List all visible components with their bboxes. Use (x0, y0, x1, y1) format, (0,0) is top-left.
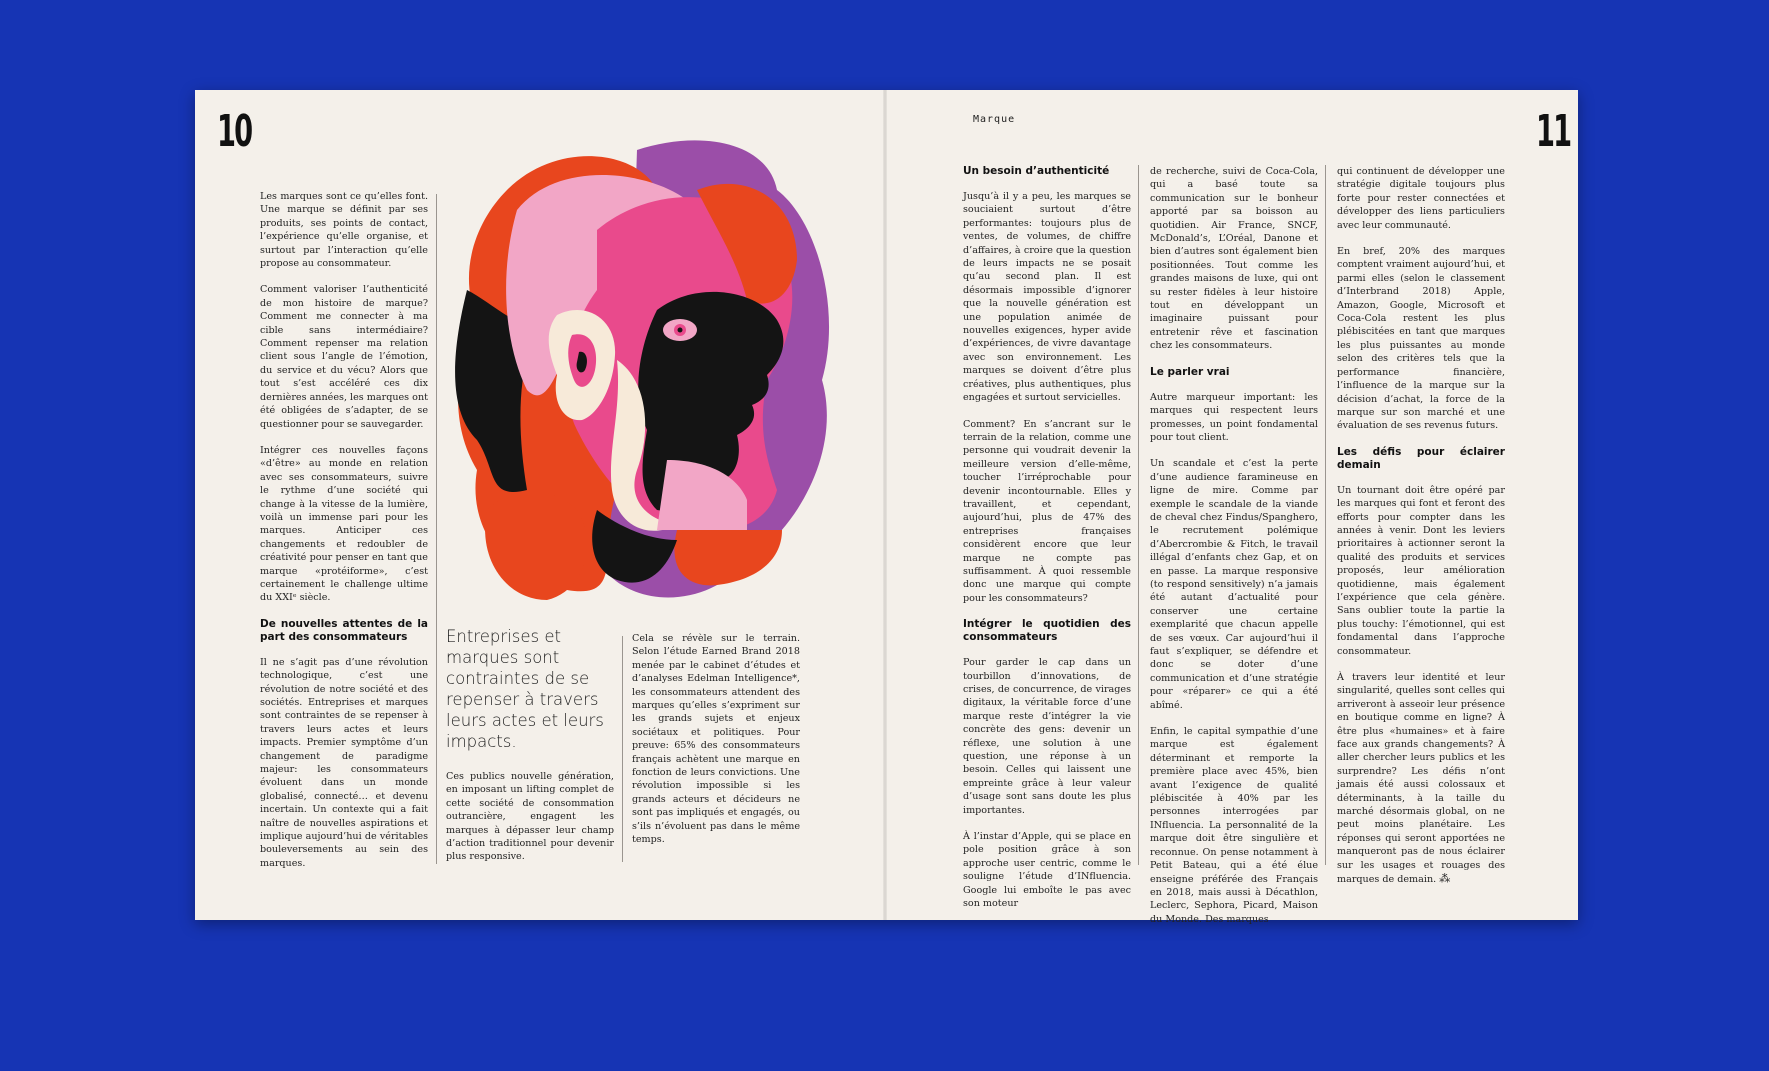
subheading: De nouvelles attentes de la part des consommateurs (260, 617, 428, 643)
left-page (195, 90, 885, 920)
ornament-icon: ⁂ (1439, 872, 1451, 886)
paragraph: Pour garder le cap dans un tourbillon d’innovations, de crises, de concurrence, de virages digitaux, la véritable force d’une marque reste d’intégrer la vie concrète des gens: devenir un réflexe, une solution à une question, une réponse à un besoin. Celles qui laissent une empreinte grâce à leur valeur d’usage sont sans doute les plus importantes. (963, 657, 1131, 816)
right-page (885, 90, 1578, 925)
paragraph (1337, 671, 1505, 887)
column-rule (1138, 165, 1139, 865)
paragraph: Il ne s’agit pas d’une révolution technologique, c’est une révolution de notre société et des sociétés. Entreprises et marques sont contraintes de se repenser à travers leurs actes et leurs impacts. Premier symptôme d’un changement de paradigme majeur: les consommateurs évoluent dans un monde globalisé, connecté… et devenu incertain. Un contexte qui a fait naître de nouvelles aspirations et implique aujourd’hui de véritables bouleversements au sein des marques. (260, 656, 428, 869)
paragraph: Enfin, le capital sympathie d’une marque est également déterminant et remporte la première place avec 45%, bien avant l’exigence de qualité plébiscitée à 40% par les personnes interrogées par INfluencia. La personnalité de la marque doit être singulière et reconnue. On pense notamment à Petit Bateau, qui a été élue enseigne préférée des Français en 2018, mais aussi à Décathlon, Leclerc, Sephora, Picard, Maison du Monde. Des marques (1150, 726, 1318, 925)
paragraph: Un tournant doit être opéré par les marques qui font et feront des efforts pour compter dans les années à venir. Dont les leviers prioritaires à actionner seront la qualité des produits et services proposés, leur amélioration quotidienne, mais également l’expérience que cela génère. Sans oublier toute la partie la plus touchy: l’émotionnel, qui est fondamental dans l’approche consommateur. (1337, 484, 1505, 657)
paragraph: qui continuent de développer une stratégie digitale toujours plus forte pour rester connectées et développer des liens particuliers avec leur communauté. (1337, 166, 1505, 231)
right-column-1 (963, 165, 1131, 924)
right-column-2 (1150, 165, 1318, 939)
subheading: Les défis pour éclairer demain (1337, 445, 1505, 471)
paragraph: Autre marqueur important: les marques qui respectent leurs promesses, un point fondamental pour tout client. (1150, 391, 1318, 443)
paragraph: Les marques sont ce qu’elles font. Une marque se définit par ses produits, ses points de contact, l’expérience qu’elle organise, et surtout par l’interaction qu’elle propose au consommateur. (260, 191, 428, 270)
page-number-right: 11 (1535, 106, 1570, 157)
left-column-3 (632, 632, 800, 860)
left-column-1 (260, 190, 428, 883)
pull-quote: Entreprises et marques sont contraintes de se repenser à travers leurs actes et leurs impacts. (446, 627, 604, 751)
column-rule (1325, 165, 1326, 865)
paragraph: de recherche, suivi de Coca-Cola, qui a basé toute sa communication sur le bonheur apporté par sa boisson au quotidien. Air France, SNCF, McDonald’s, L’Oréal, Danone et bien d’autres sont également bien positionnées. Tout comme les grandes maisons de luxe, qui ont su rester fidèles à leur histoire tout en développant un imaginaire puissant pour entretenir rêve et fascination chez les consommateurs. (1150, 166, 1318, 352)
paragraph: En bref, 20% des marques comptent vraiment aujourd’hui, et parmi elles (selon le classement d’Interbrand 2018) Apple, Amazon, Google, Microsoft et Coca-Cola restent les plus plébiscitées en tant que marques les plus puissantes au monde selon des critères tels que la performance financière, l’influence de la marque sur la décision d’achat, la force de la marque sur son marché et une évaluation de ses revenus futurs. (1337, 246, 1505, 432)
section-label: Marque (973, 114, 1016, 125)
paragraph: Jusqu’à il y a peu, les marques se souciaient surtout d’être performantes: toujours plus de ventes, de volumes, de chiffre d’affaires, à croire que la question de leurs impacts ne se posait qu’au second plan. Il est désormais impossible d’ignorer que la nouvelle génération est une population animée de nouvelles exigences, hyper avide d’expériences, de vivre davantage avec son environnement. Les marques se doivent d’être plus créatives, plus authentiques, plus engagées et surtout servicielles. (963, 191, 1131, 404)
subheading: Un besoin d’authenticité (963, 165, 1110, 177)
column-rule (622, 636, 623, 862)
paragraph: Cela se révèle sur le terrain. Selon l’étude Earned Brand 2018 menée par le cabinet d’études et d’analyses Edelman Intelligence*, les consommateurs attendent des marques qu’elles s’expriment sur les grands sujets et enjeux sociétaux et politiques. Pour preuve: 65% des consommateurs français achètent une marque en fonction de leurs convictions. Une révolution impossible si les grands acteurs et décideurs ne sont pas impliqués et engagés, ou s’ils n’évoluent pas dans le même temps. (632, 633, 800, 846)
subheading: Le parler vrai (1150, 365, 1230, 378)
paragraph: Intégrer ces nouvelles façons «d’être» au monde en relation avec ses consommateurs, suivre le rythme d’une société qui change à la vitesse de la lumière, voilà un immense pari pour les marques. Anticiper ces changements et redoubler de créativité pour penser en tant que marque «protéiforme», c’est certainement le challenge ultime du XXIᵉ siècle. (260, 444, 428, 604)
paragraph: Ces publics nouvelle génération, en imposant un lifting complet de cette société de consommation outrancière, engagent les marques à dépasser leur champ d’action traditionnel pour devenir plus responsive. (446, 771, 614, 863)
subheading: Intégrer le quotidien des consommateurs (963, 618, 1131, 644)
page-number-left: 10 (217, 106, 252, 157)
magazine-spread (195, 90, 1578, 925)
paragraph: À l’instar d’Apple, qui se place en pole position grâce à son approche user centric, comme le souligne l’étude d’INfluencia. Google lui emboîte le pas avec son moteur (963, 831, 1131, 910)
paragraph-text: À travers leur identité et leur singularité, quelles sont celles qui arriveront à asseoir leur présence en boutique comme en ligne? À être plus «humaines» et à faire face aux grands changements? À aller chercher leurs publics et les surprendre? Les défis n’ont jamais été aussi colossaux et déterminants, à la taille du marché désormais global, on ne peut moins planétaire. Les réponses qui seront apportées ne manqueront pas de nous éclairer sur les usages et rouages des marques de demain. (1337, 672, 1505, 886)
abstract-faces-illustration (447, 130, 837, 610)
left-column-2 (446, 770, 614, 877)
paragraph: Comment valoriser l’authenticité de mon histoire de marque? Comment me connecter à ma cible sans intermédiaire? Comment repenser ma relation client sous l’angle de l’émotion, du service et du vécu? Alors que tout s’est accéléré ces dix dernières années, les marques ont été obligées de s’adapter, de se questionner pour se sauvegarder. (260, 284, 428, 430)
paragraph: Comment? En s’ancrant sur le terrain de la relation, comme une personne qui voudrait devenir la meilleure version d’elle-même, toucher l’irréprochable pour devenir incontournable. Elles y travaillent, et cependant, aujourd’hui, plus de 47% des entreprises françaises considèrent encore que leur marque ne compte pas suffisamment. À quoi ressemble donc une marque qui compte pour les consommateurs? (963, 418, 1131, 604)
paragraph: Un scandale et c’est la perte d’une audience faramineuse en ligne de mire. Comme par exemple le scandale de la viande de cheval chez Findus/Spanghero, le recrutement polémique d’Abercrombie & Fitch, le travail illégal d’enfants chez Gap, et on en passe. La marque responsive (to respond sensitively) n’a jamais été autant d’actualité pour conserver une certaine exemplarité que chacun appelle de ses vœux. Car aujourd’hui il faut s’expliquer, se défendre et donc se doter d’une communication et d’une stratégie pour «réparer» ce qui a été abîmé. (1150, 458, 1318, 711)
right-column-3 (1337, 165, 1505, 900)
column-rule (436, 194, 437, 864)
